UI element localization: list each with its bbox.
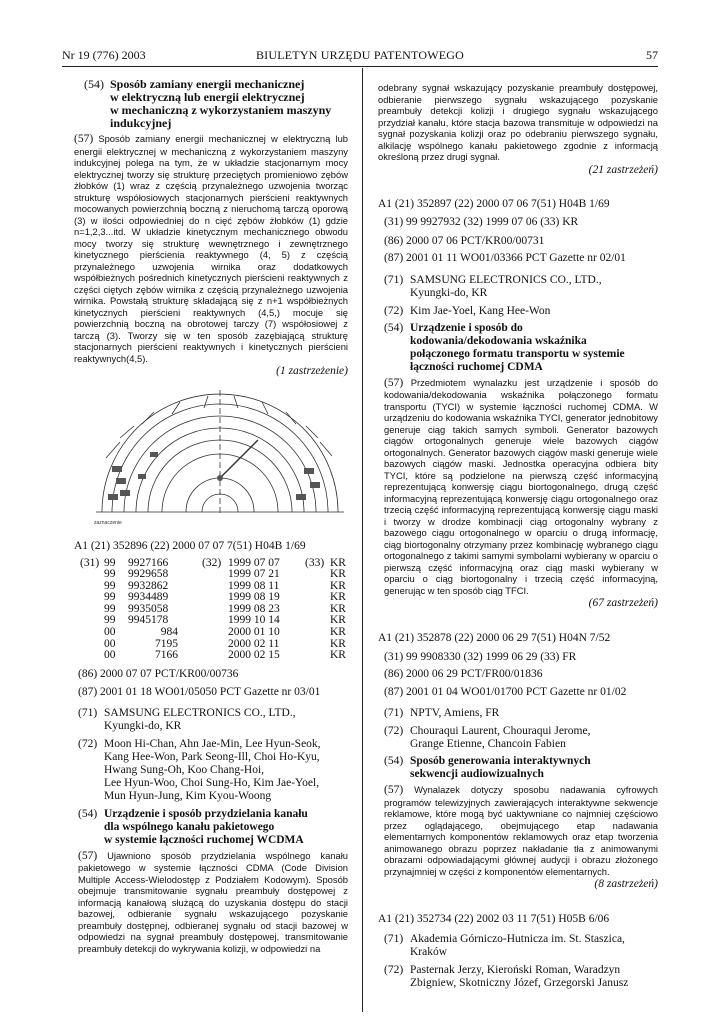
entry2-wo-line: (87) 2001 01 18 WO01/05050 PCT Gazette nr 03/01 [78, 686, 321, 699]
entry3-claims: (67 zastrzeżeń) [588, 597, 658, 609]
entry2-title: (54) Urządzenie i sposób przydzielania kanału dla wspólnego kanału pakietowego w systemie łączności ruchomej WCDMA [78, 807, 308, 846]
bulletin-title: BIULETYN URZĘDU PATENTOWEGO [255, 48, 465, 62]
entry5-inventors: (72) Pasternak Jerzy, Kieroński Roman, Waradzyn Zbigniew, Skotniczny Józef, Grzegorski Janusz [384, 963, 629, 989]
machine-cross-section-figure [90, 382, 348, 528]
right-column [378, 82, 658, 990]
table-row: 99 9935058 1999 08 23 KR [104, 602, 346, 615]
table-row: 99 9932862 1999 08 11 KR [104, 579, 346, 592]
continued-claims: (21 zastrzeżeń) [588, 163, 658, 176]
table-row: 00 7166 2000 02 15 KR [104, 649, 346, 662]
entry3-title: (54) Urządzenie i sposób do kodowania/dekodowania wskaźnika połączonego formatu transportu w systemie łączności ruchomej CDMA [384, 321, 625, 373]
header-rule [62, 66, 658, 67]
column-divider [362, 68, 363, 1012]
entry3-priority-line: (31) 99 9927932 (32) 1999 07 06 (33) KR [384, 216, 579, 228]
entry2-a1-line: A1 (21) 352896 (22) 2000 07 07 7(51) H04B 1/69 [74, 540, 306, 552]
entry2-priority-table [80, 556, 348, 662]
entry4-inventors: (72) Chouraqui Laurent, Chouraqui Jerome, Grange Etienne, Chancoin Fabien [384, 725, 591, 750]
entry4-priority-line: (31) 99 9908330 (32) 1999 06 29 (33) FR [384, 650, 577, 663]
entry2-abstract: (57) Ujawniono sposób przydzielania wspólnego kanału pakietowego w systemie łączności CDMA (Code Division Multiple Access-Wielodostęp z Podziałem Kodowym). Sposób obejmuje transmitowanie sygnału preambuły dostępowej z informacją kanałową służącą do uzyskania dostępu do stacji bazowej, odbieranie sygnału wskazującego pozyskanie preambuły dostępnej, odbieranej sygnału od stacji bazowej w odpowiedzi na sygnał preambuły dostępowej, transmitowanie preambuły detekcji do wykrywania kolizji, w odpowiedzi na [78, 849, 349, 954]
continued-abstract: odebrany sygnał wskazujący pozyskanie preambuły dostępowej, odbieranie pierwszego sygnału wskazującego pozyskanie preambuły detekcji kolizji i drugiego sygnału wskazującego przydział kanału, które stacja bazowa transmituje w odpowiedzi na sygnał pozyskania kolizji oraz po odebraniu pierwszego sygnału, alkilację wspólnego kanału pakietowego zgodnie z informacją określoną przez drugi sygnał. [378, 82, 658, 162]
entry4-title: (54) Sposób generowania interaktywnych sekwencji audiowizualnych [384, 755, 591, 780]
entry4-claims: (8 zastrzeżeń) [594, 878, 658, 890]
entry1-title: (54) Sposób zamiany energii mechanicznej w elektryczną lub energii elektrycznej w mechaniczną z wykorzystaniem maszyny indukcyjnej [84, 77, 332, 130]
entry3-wo-line: (87) 2001 01 11 WO01/03366 PCT Gazette nr 02/01 [384, 252, 626, 264]
figure-label: zaznaczenie [94, 520, 122, 526]
page-number: 57 [646, 48, 658, 62]
table-row: 00 7195 2000 02 11 KR [104, 637, 346, 650]
entry3-applicant: (71) SAMSUNG ELECTRONICS CO., LTD., Kyungki-do, KR [384, 273, 602, 299]
entry4-wo-line: (87) 2001 01 04 WO01/01700 PCT Gazette nr 01/02 [384, 685, 627, 698]
entry2-inventors: (72) Moon Hi-Chan, Ahn Jae-Min, Lee Hyun-Seok, Kang Hee-Won, Park Seong-Ill, Choi Ho-Kyu, Hwang Sung-Oh, Koo Chang-Hoi, Lee Hyun-Woo, Choi Sung-Ho, Kim Jae-Yoel, Mun Hyun-Jung, Kim Kyou-Woong [78, 737, 321, 802]
table-row: 99 9929658 1999 07 21 KR [104, 568, 346, 581]
entry3-pct-line: (86) 2000 07 06 PCT/KR00/00731 [384, 234, 545, 247]
table-row: 99 9934489 1999 08 19 KR [104, 591, 346, 604]
entry1-claims: (1 zastrzeżenie) [276, 365, 348, 377]
entry4-abstract: (57) Wynalazek dotyczy sposobu nadawania cyfrowych programów telewizyjnych zawierających interaktywne sekwencje reklamowe, które mogą być uaktywniane co najmniej częściowo przez oglądającego, obejmującego etap nadawania elementarnych komponentów reklamowych oraz etap tworzenia animowanego obrazu poprzez nakładanie tła z animowanymi obrazami odpowiadającymi głównej audycji i obrazu złożonego przynajmniej w części z komponentów elementarnych. [384, 784, 658, 877]
table-row: (31) 99 9927166 (32) 1999 07 07 (33) KR [80, 556, 346, 569]
entry3-a1-line: A1 (21) 352897 (22) 2000 07 06 7(51) H04B 1/69 [378, 197, 610, 210]
table-row: 99 9945178 1999 10 14 KR [104, 614, 346, 627]
table-row: 00 984 2000 01 10 KR [104, 626, 346, 639]
entry4-pct-line: (86) 2000 06 29 PCT/FR00/01836 [384, 668, 543, 680]
entry2-pct-line: (86) 2000 07 07 PCT/KR00/00736 [78, 667, 239, 680]
entry4-applicant: (71) NPTV, Amiens, FR [384, 707, 500, 719]
issue-number: Nr 19 (776) 2003 [62, 48, 146, 62]
entry3-abstract: (57) Przedmiotem wynalazku jest urządzenie i sposób do kodowania/dekodowania wskaźnika połączonego formatu transportu (TYCI) w systemie łączności ruchomej CDMA. W urządzeniu do kodowania wskaźnika TYCI, generator jednobitowy generuje ciąg takich samych symboli. Generator bazowych ciągów ortogonalnych generuje wiele bazowych ciągów ortogonalnych. Generator bazowych ciągów maski generuje wiele bazowych ciągów maski. Jednostka operacyjna odbiera bity TYCI, które są podzielone na pierwszą część informacyjną reprezentującą konwersję ciągu biortogonalnego, drugą część informacyjną reprezentującą konwersję ciągu ortogonalnego oraz trzecią część informacyjną reprezentującą konwersję ciągu maski i tworzy w drodze kombinacji ciąg ortogonalny wybrany z bazowego ciągu ortogonalnego w oparciu o drugą informację, ciąg biortogonalny otrzymany przez kombinację wybranego ciągu ortogonalnego z takimi samymi symbolami wybierany w oparciu o pierwszą część informacyjną oraz ciąg maski wybierany w oparciu o ciąg biortogonalny i trzecią część informacyjną, generując w ten sposób ciąg TFCI. [384, 376, 658, 596]
entry2-applicant: (71) SAMSUNG ELECTRONICS CO., LTD., Kyungki-do, KR [78, 706, 296, 732]
entry4-a1-line: A1 (21) 352878 (22) 2000 06 29 7(51) H04N 7/52 [378, 632, 611, 644]
entry1-abstract: (57) Sposób zamiany energii mechanicznej w elektryczną lub energii elektrycznej w mechaniczną z wykorzystaniem maszyny indukcyjnej polega na tym, że w układzie stacjonarnym mocy elektrycznej tworzy się strukturę przeciętych promieniowo zębów żłobków (1) wraz z częścią przynależnego uzwojenia tworząc strukturę współosiowych stacjonarnych pierścieni reaktywnych mocowanych powierzchnią boczną z nieruchomą tarczą oporową (3) w ilości odpowiedniej do n cięć zębów żłobków (1) gdzie n=1,2,3...itd. W układzie kinetycznym mechanicznego obwodu mocy tworzy się strukturę wewnętrznego i zewnętrznego kinetycznego pierścienia reaktywnego (4, 5) z częścią przynależnego uzwojenia wirnika oraz dodatkowych współbieżnych pośrednich kinetycznych pierścieni reaktywnych z części ciętych zębów wirnika z częścią przynależnego uzwojenia wirnika. Powstałą strukturę składającą się z n+1 współbieżnych kinetycznych pierścieni reaktywnych (4,5,) mocuje się powierzchnią boczną na obrotowej tarczy (7) współosiowej z tarczą (3). Tworzy się w ten sposób zazębiającą strukturę stacjonarnych pierścieni reaktywnych i kinetycznych pierścieni reaktywnych(4,5). [74, 133, 348, 364]
left-column [74, 77, 349, 954]
entry5-a1-line: A1 (21) 352734 (22) 2002 03 11 7(51) H05B 6/06 [378, 913, 610, 925]
entry5-applicant: (71) Akademia Górniczo-Hutnicza im. St. Staszica, Kraków [384, 932, 625, 958]
entry3-inventors: (72) Kim Jae-Yoel, Kang Hee-Won [384, 304, 551, 317]
page-header [62, 48, 658, 64]
